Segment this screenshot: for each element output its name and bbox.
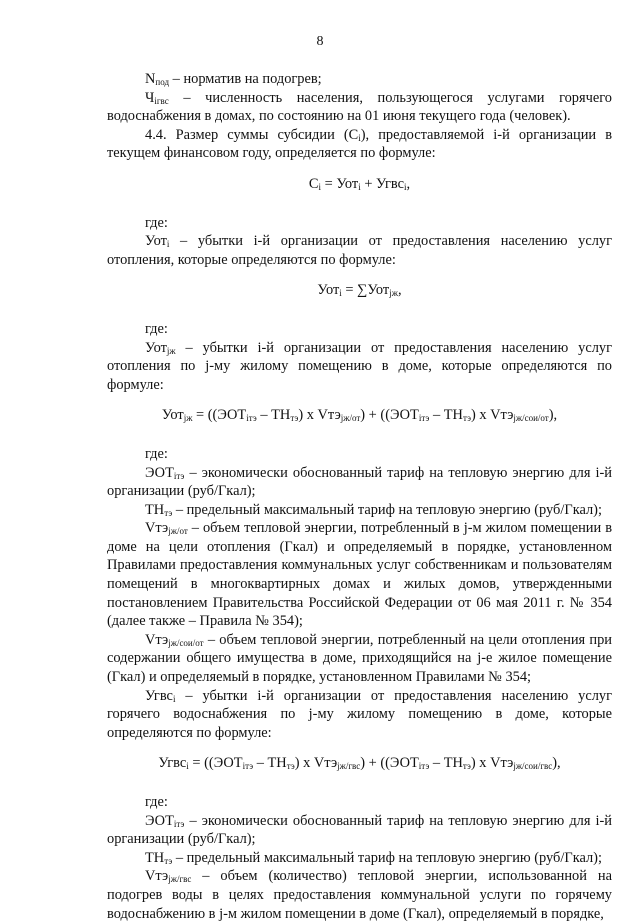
definition-tn-te-2: $ТН_{тэ}$ – предельный максимальный тариф на тепловую энергию (руб/Гкал); (145, 849, 602, 866)
definition-eot-ite: $ЭОТ_{iтэ}$ – экономически обоснованный тариф на тепловую энергию для i-й организации (руб/Гкал); (107, 464, 612, 500)
formula-ugvs-i: Угвс$_i$ = ($(ЭОТ_{iтэ} - ТН_{тэ})$ х $Vтэ_{jж/гвс}) + ((ЭОТ_{iтэ} - ТН_{тэ})$ х Vтэ$_{jж/сои/гвс}$), (158, 755, 561, 772)
definition-uot-i: Уот$_i$ – убытки i-й организации от предоставления населению услуг отопления, которые определяются по формуле: (107, 233, 612, 268)
definition-vte-jzh-ot: Vтэ$_{jж/от}$ – объем тепловой энергии, потребленный в j-м жилом помещении в доме на цели отопления (Гкал) и определяемый в порядке, установленном Правилами предоставления коммунальных услуг собственникам и пользователям помещений в многоквартирных домах и жилых домов, утвержденными постановлением Правительства Российской Федерации от 06 мая 2011 г. № 354 (далее также – Правила № 354); (107, 520, 612, 630)
definition-ch-igvs: $Ч_{iгвс}$ – численность населения, пользующегося услугами горячего водоснабжения в домах, по состоянию на 01 июня текущего года (человек). (107, 89, 612, 125)
page-number: 8 (316, 34, 324, 49)
where-label: где: (145, 445, 168, 462)
formula-uot-i: Уот$_i$ = ∑Уот$_{jж}$, (317, 282, 402, 299)
definition-vte-jzh-soi-ot: Vтэ$_{jж/сои/от}$ – объем тепловой энергии, потребленный на цели отопления при содержании общего имущества в доме, приходящийся на j-е жилое помещение (Гкал) и определяемый в порядке, установленном Правилами № 354; (107, 631, 612, 686)
where-label: где: (145, 214, 168, 231)
formula-uot-jzh: $Уот_{jж} = ((ЭОТ_{iтэ} - ТН_{тэ})$ х $Vтэ_{jж/от}) + ((ЭОТ_{iтэ} - ТН_{тэ})$ х Vтэ$_{jж/сои/от}$), (161, 407, 558, 424)
definition-uot-jzh: Уот$_{jж}$ – убытки i-й организации от предоставления населению услуг отопления по j-му жилому помещению в доме, которые определяются по формуле: (107, 339, 612, 393)
clause-4-4: 4.4. Размер суммы субсидии $(C_i)$, предоставляемой i-й организации в текущем финансовом году, определяется по формуле: (107, 126, 612, 162)
document-body (107, 70, 612, 923)
formula-ci: $C_i = Уот_i$ + Угвс$_i$, (308, 175, 411, 192)
where-label: где: (145, 794, 168, 810)
definition-n-pod: $N_{под}$ – норматив на подогрев; (145, 71, 322, 87)
definition-vte-jzh-gvs: Vтэ$_{jж/гвс}$ – объем (количество) тепловой энергии, использованной на подогрев воды в целях предоставления коммунальной услуги по горячему водоснабжению в j-м жилом помещении в доме (Гкал), определяемый в порядке, (107, 868, 612, 922)
definition-eot-ite-2: $ЭОТ_{iтэ}$ – экономически обоснованный тариф на тепловую энергию для i-й организации (руб/Гкал); (107, 812, 612, 848)
definition-ugvs-i: Угвс$_i$ – убытки i-й организации от предоставления населению услуг горячего водоснабжения по j-му жилому помещению в доме, которые определяются по формуле: (107, 687, 612, 741)
definition-tn-te: $ТН_{тэ}$ – предельный максимальный тариф на тепловую энергию (руб/Гкал); (145, 501, 602, 518)
where-label: где: (145, 320, 168, 337)
